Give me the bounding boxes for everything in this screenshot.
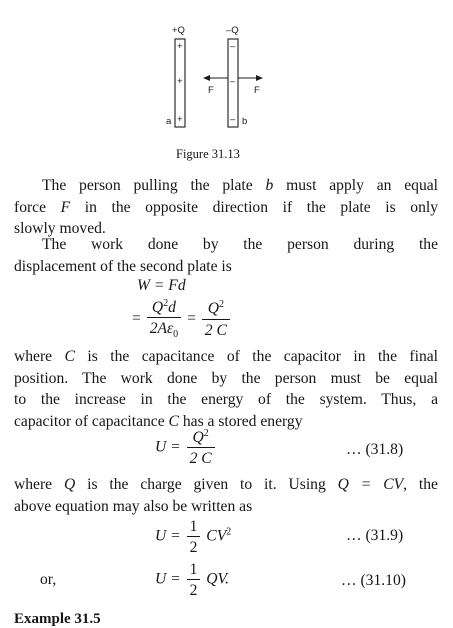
plus-sign: + [177,114,183,125]
minus-sign: – [230,76,236,87]
paragraph-4: where Q is the charge given to it. Using Q = CV, the above equation may also be written as [14,476,438,515]
paragraph-1: The person pulling the plate b must apply an equal force F in the opposite direction if the plate is only slowly moved. [14,177,439,237]
equation-number: … (31.8) [346,441,404,458]
minus-sign: – [230,41,236,52]
equation-number: … (31.9) [346,527,404,544]
equation-number: … (31.10) [341,572,406,589]
paragraph-2: The work done by the person during the displacement of the second plate is [14,236,438,275]
fraction: $\frac{Q^2}{2 C}$ [202,299,230,338]
force-arrow-right [238,75,263,81]
fraction: $\frac{1}{2}$ [187,561,201,599]
fraction: $\frac{1}{2}$ [187,518,201,556]
minus-sign: – [230,114,236,125]
equation-work: W = Fd [137,277,186,294]
force-left-label: F [208,85,214,96]
force-arrow-left [203,75,228,81]
plus-sign: + [177,76,183,87]
fraction: $\frac{Q^2d}{2A\varepsilon_0}$ [147,298,181,340]
equation-31-9: U = $\frac{1}{2}$ $CV^2$ [155,518,232,557]
fraction: $\frac{Q^2}{2 C}$ [187,428,215,467]
plate-a-label: a [166,116,172,127]
force-right-label: F [254,85,260,96]
paragraph-3: where C is the capacitance of the capacitor in the final position. The work done by the person must be equal to the increase in the energy of the system. Thus, a capacitor of capacitance C has a stored energy [14,348,439,430]
example-heading-fragment: Example 31.5 [14,611,101,627]
figure-caption: Figure 31.13 [176,147,240,161]
equation-work-expanded: = $\frac{Q^2d}{2A\varepsilon_0}$ = $\frac{Q^2}{2 C}$ [132,298,232,340]
plate-a-charge-label: +Q [172,25,185,36]
equation-31-8: U = $\frac{Q^2}{2 C}$ [155,428,217,467]
or-label: or, [40,571,57,588]
plate-b-charge-label: –Q [226,25,239,36]
plus-sign: + [177,41,183,52]
equation-31-10: U = $\frac{1}{2}$ QV. [155,561,229,600]
plate-b-label: b [242,116,248,127]
figure-31-13 [150,22,280,134]
